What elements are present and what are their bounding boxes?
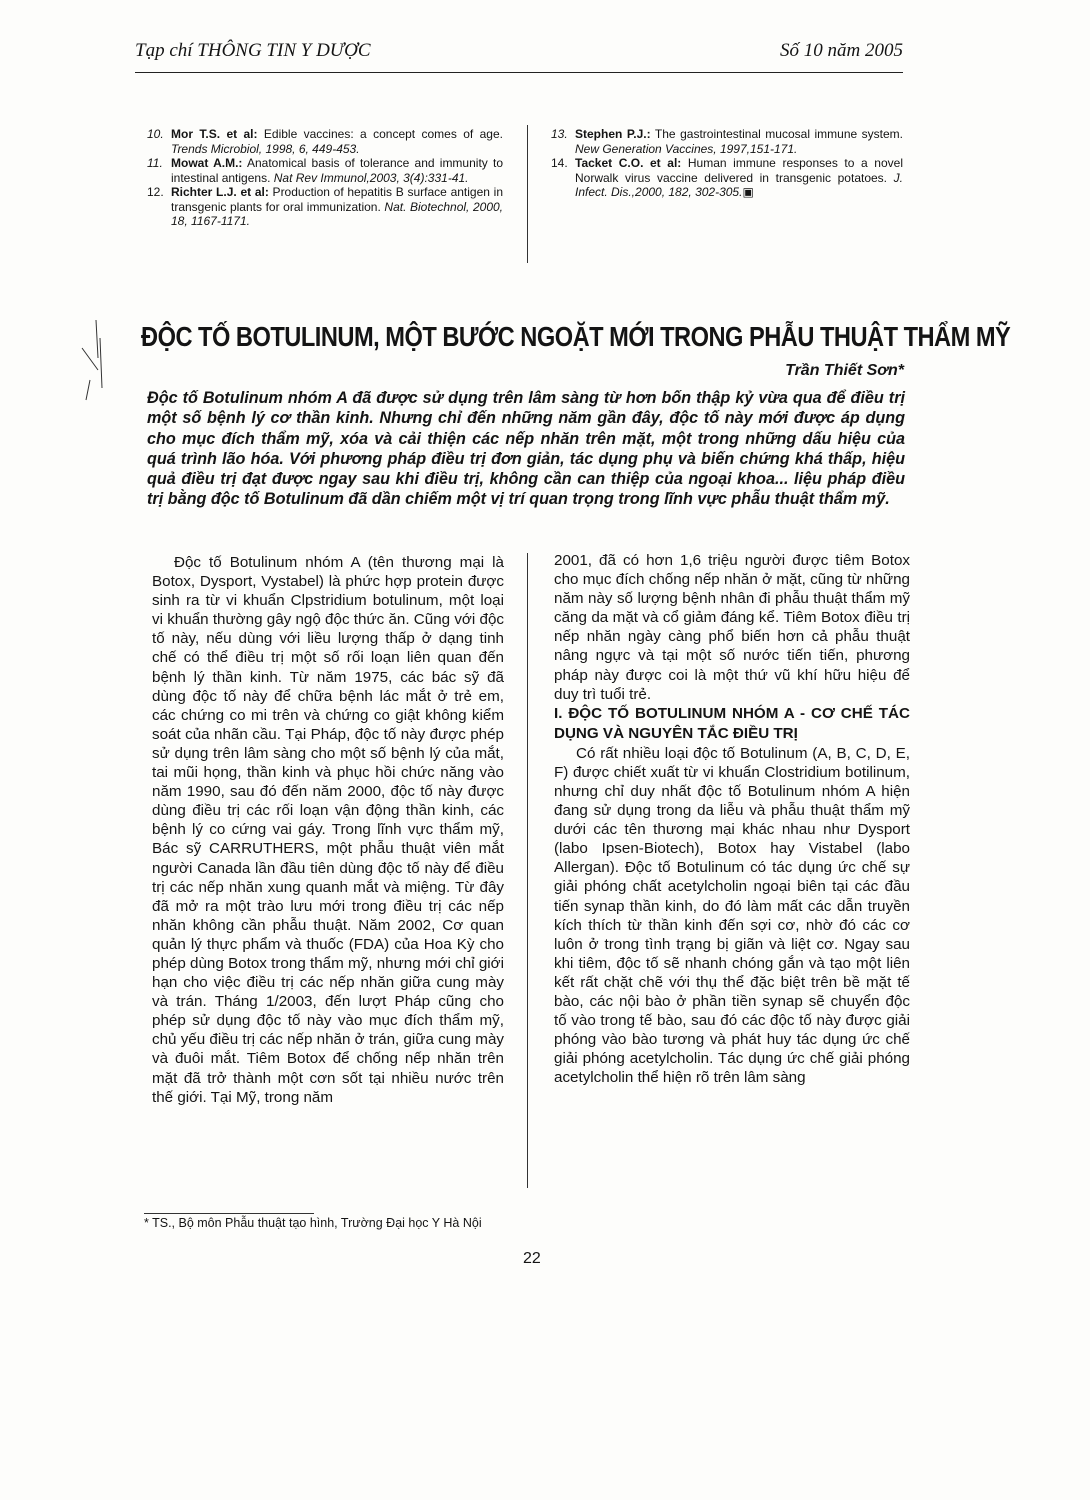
reference-number: 12.: [147, 185, 164, 199]
reference-number: 11.: [147, 156, 163, 170]
issue-info: Số 10 năm 2005: [780, 40, 903, 61]
body-column-left: [152, 553, 504, 1107]
reference-text: Edible vaccines: a concept comes of age.: [257, 127, 503, 141]
body-paragraph: Độc tố Botulinum nhóm A (tên thương mại là Botox, Dysport, Vystabel) là phức hợp protein được sinh ra từ vi khuẩn Clpstridium botulinum, một loại vi khuẩn thường gây ngộ độc thức ăn. Cũng với độc tố này, nếu dùng với liều lượng thấp ở dạng tinh chế có thể điều trị một số rối loạn liên quan đến bệnh lý thần kinh. Từ năm 1975, các bác sỹ đã dùng độc tố này để chữa bệnh lác mắt ở trẻ em, các chứng co mi trên và chứng co giật không kiểm soát của nhãn cầu. Tại Pháp, độc tố này được phép sử dụng trên lâm sàng cho một số bệnh lý của mắt, tai mũi họng, thần kinh và phục hồi chức năng vào năm 1990, sau đó đến năm 2000, độc tố này được dùng điều trị các rối loạn vận động thần kinh, các bệnh lý co cứng vai gáy. Trong lĩnh vực thẩm mỹ, Bác sỹ CARRUTHERS, một phẫu thuật viên mắt người Canada lần đầu tiên dùng độc tố này để điều trị các nếp nhăn xung quanh mắt và miệng. Từ đây đã mở ra một trào lưu mới trong điều trị các nếp nhăn không cần phẫu thuật. Năm 2002, Cơ quan quản lý thực phẩm và thuốc (FDA) của Hoa Kỳ cho phép dùng Botox trong thẩm mỹ, nhưng mới chỉ giới hạn cho việc điều trị các nếp nhăn giữa cung mày và trán. Tháng 1/2003, đến lượt Pháp cũng cho phép sử dụng độc tố này vào mục đích thẩm mỹ, chủ yếu điều trị các nếp nhăn ở trán, giữa cung mày và đuôi mắt. Tiêm Botox để chống nếp nhăn trên mặt đã trở thành một cơn sốt tại nhiều nước trên thế giới. Tại Mỹ, trong năm: [152, 554, 504, 1106]
references-left: [147, 127, 503, 229]
reference-author: Tacket C.O. et al:: [575, 156, 682, 170]
article-title: ĐỘC TỐ BOTULINUM, MỘT BƯỚC NGOẶT MỚI TRONG PHẪU THUẬT THẨM MỸ: [141, 321, 1011, 352]
journal-name: Tạp chí THÔNG TIN Y DƯỢC: [135, 40, 371, 61]
body-column-right: [554, 551, 910, 1087]
article-author: Trần Thiết Sơn*: [785, 362, 904, 379]
page-number: 22: [523, 1250, 541, 1267]
section-heading: I. ĐỘC TỐ BOTULINUM NHÓM A - CƠ CHẾ TÁC DỤNG VÀ NGUYÊN TẮC ĐIỀU TRỊ: [554, 704, 910, 742]
reference-author: Richter L.J. et al:: [171, 185, 269, 199]
reference-author: Mor T.S. et al:: [171, 127, 258, 141]
references-right: [551, 127, 903, 200]
reference-item: [551, 156, 903, 200]
footnote: * TS., Bộ môn Phẫu thuật tạo hình, Trường Đại học Y Hà Nội: [144, 1216, 482, 1230]
running-header: [135, 38, 903, 73]
reference-text: Human immune responses to a novel Norwalk virus vaccine delivered in transgenic potatoes.: [575, 156, 903, 185]
end-mark-icon: ▣: [742, 185, 754, 199]
reference-text: The gastrointestinal mucosal immune system.: [650, 127, 904, 141]
reference-number: 10.: [147, 127, 164, 141]
reference-source: J. Infect. Dis.,2000, 182, 302-305.: [575, 170, 903, 199]
reference-text: Production of hepatitis B surface antigen in transgenic plants for oral immunization.: [171, 185, 503, 214]
footnote-rule: [144, 1213, 314, 1214]
body-paragraph: Có rất nhiều loại độc tố Botulinum (A, B, C, D, E, F) được chiết xuất từ vi khuẩn Clostridium botilinum, nhưng chỉ duy nhất độc tố Botulinum nhóm A hiện đang sử dụng trong da liễu và phẫu thuật thẩm mỹ dưới các tên thương mại khác nhau như Dysport (labo Ipsen-Biotech), Botox hay Vistabel (labo Allergan). Độc tố Botulinum có tác dụng ức chế sự giải phóng chất acetylcholin ngoại biên tại các đầu tiến synap thần kinh, do đó làm mất các dẫn truyền kích thích từ thần kinh đến sợi cơ, nhờ đó các cơ luôn ở trong tình trạng bị giãn và liệt cơ. Ngay sau khi tiêm, độc tố sẽ nhanh chóng gắn và tạo một liên kết rất chặt chẽ với thụ thể đặc biệt trên bề mặt tế bào, các nội bào ở phần tiền synap sẽ chuyển độc tố vào trong tế bào, sau đó các độc tố này được giải phóng vào bào tương và phát huy tác dụng ức chế giải phóng acetylcholin. Tác dụng ức chế giải phóng acetylcholin thể hiện rõ trên lâm sàng: [554, 744, 910, 1087]
body-paragraph: 2001, đã có hơn 1,6 triệu người được tiêm Botox cho mục đích chống nếp nhăn ở mặt, cũng từ những năm này số lượng bệnh nhân đi phẫu thuật thẩm mỹ căng da mặt và cổ giảm đáng kể. Tiêm Botox điều trị nếp nhăn ngày càng phổ biến hơn cả phẫu thuật nâng ngực và tại một số nước tiến tiến, phương pháp này được coi là một thứ vũ khí hữu hiệu để duy trì tuổi trẻ.: [554, 552, 910, 703]
reference-author: Mowat A.M.:: [171, 156, 243, 170]
reference-number: 14.: [551, 156, 568, 170]
reference-item: [551, 127, 903, 156]
reference-text: Anatomical basis of tolerance and immunity to intestinal antigens.: [171, 156, 503, 185]
reference-number: 13.: [551, 127, 568, 141]
reference-source: Nat Rev Immunol,2003, 3(4):331-41.: [273, 170, 469, 185]
reference-item: [147, 156, 503, 185]
reference-source: New Generation Vaccines, 1997,151-171.: [575, 141, 798, 156]
reference-author: Stephen P.J.:: [575, 127, 651, 141]
margin-scratch-mark: [78, 318, 118, 408]
reference-source: Trends Microbiol, 1998, 6, 449-453.: [171, 141, 360, 156]
reference-source: Nat. Biotechnol, 2000, 18, 1167-1171.: [171, 199, 504, 228]
reference-item: [147, 127, 503, 156]
reference-item: [147, 185, 503, 229]
column-divider-top: [527, 125, 528, 263]
article-abstract: Độc tố Botulinum nhóm A đã được sử dụng trên lâm sàng từ hơn bốn thập kỷ vừa qua để điều trị một số bệnh lý cơ thần kinh. Nhưng chỉ đến những năm gần đây, độc tố này mới được áp dụng cho mục đích thẩm mỹ, xóa và cải thiện các nếp nhăn trên mặt, một trong những dấu hiệu của quá trình lão hóa. Với phương pháp điều trị đơn giản, tác dụng phụ và biến chứng khá thấp, hiệu quả điều trị đạt được ngay sau khi điều trị, không cần can thiệp của ngoại khoa... liệu pháp điều trị bằng độc tố Botulinum đã dần chiếm một vị trí quan trọng trong lĩnh vực phẫu thuật thẩm mỹ.: [147, 389, 905, 509]
column-divider-body: [527, 553, 528, 1188]
